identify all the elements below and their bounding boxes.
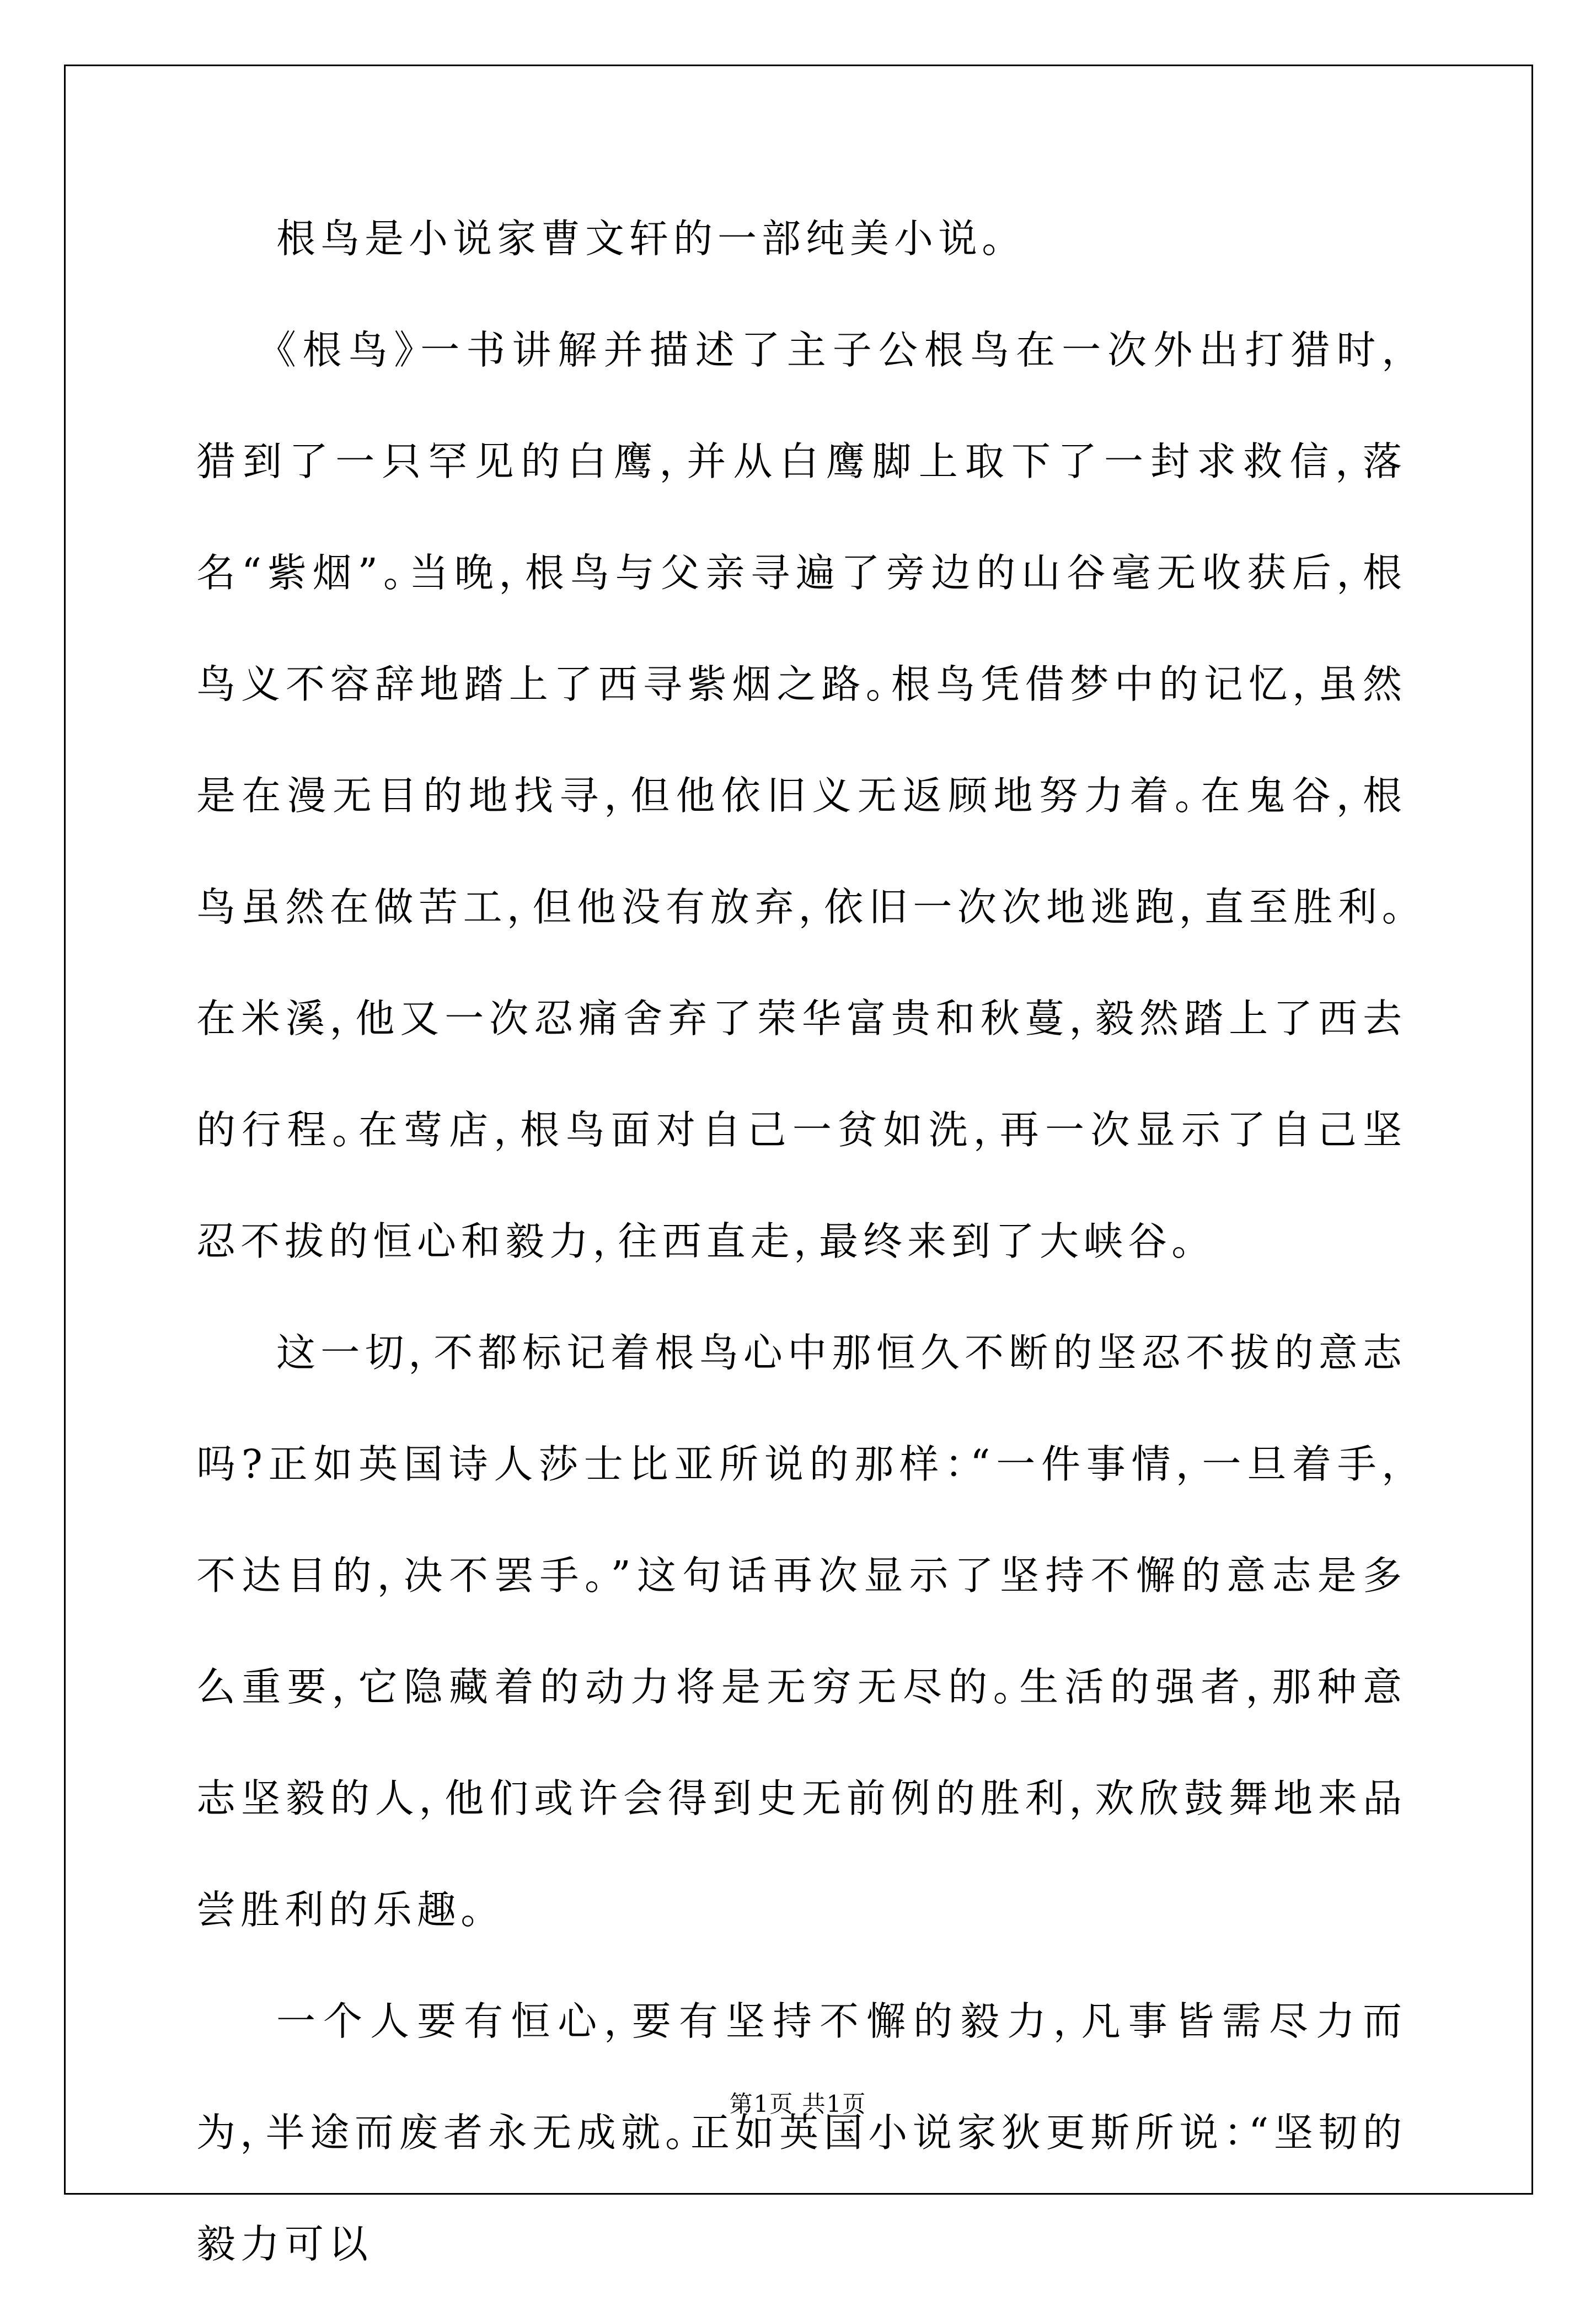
paragraph-4: 一个人要有恒心，要有坚持不懈的毅力，凡事皆需尽力而为，半途而废者永无成就。正如英国小说家狄更斯所说：“坚韧的毅力可以 xyxy=(196,1998,1407,2267)
paragraph-3: 这一切，不都标记着根鸟心中那恒久不断的坚忍不拔的意志吗?正如英国诗人莎士比亚所说的那样：“一件事情，一旦着手，不达目的，决不罢手。”这句话再次显示了坚持不懈的意志是多么重要，它隐藏着的动力将是无穷无尽的。生活的强者，那种意志坚毅的人，他们或许会得到史无前例的胜利，欢欣鼓舞地来品尝胜利的乐趣。 xyxy=(196,1330,1407,1933)
page-footer: 第1页 共1页 xyxy=(729,2090,867,2117)
document-body xyxy=(196,183,1407,2300)
paragraph-2: 《根鸟》一书讲解并描述了主子公根鸟在一次外出打猎时，猎到了一只罕见的白鹰，并从白鹰脚上取下了一封求救信，落名“紫烟”。当晚，根鸟与父亲寻遍了旁边的山谷毫无收获后，根鸟义不容辞地踏上了西寻紫烟之路。根鸟凭借梦中的记忆，虽然是在漫无目的地找寻，但他依旧义无返顾地努力着。在鬼谷，根鸟虽然在做苦工，但他没有放弃，依旧一次次地逃跑，直至胜利。在米溪，他又一次忍痛舍弃了荣华富贵和秋蔓，毅然踏上了西去的行程。在莺店，根鸟面对自己一贫如洗，再一次显示了自己坚忍不拔的恒心和毅力，往西直走，最终来到了大峡谷。 xyxy=(196,327,1407,1264)
paragraph-1: 根鸟是小说家曹文轩的一部纯美小说。 xyxy=(276,216,1007,261)
